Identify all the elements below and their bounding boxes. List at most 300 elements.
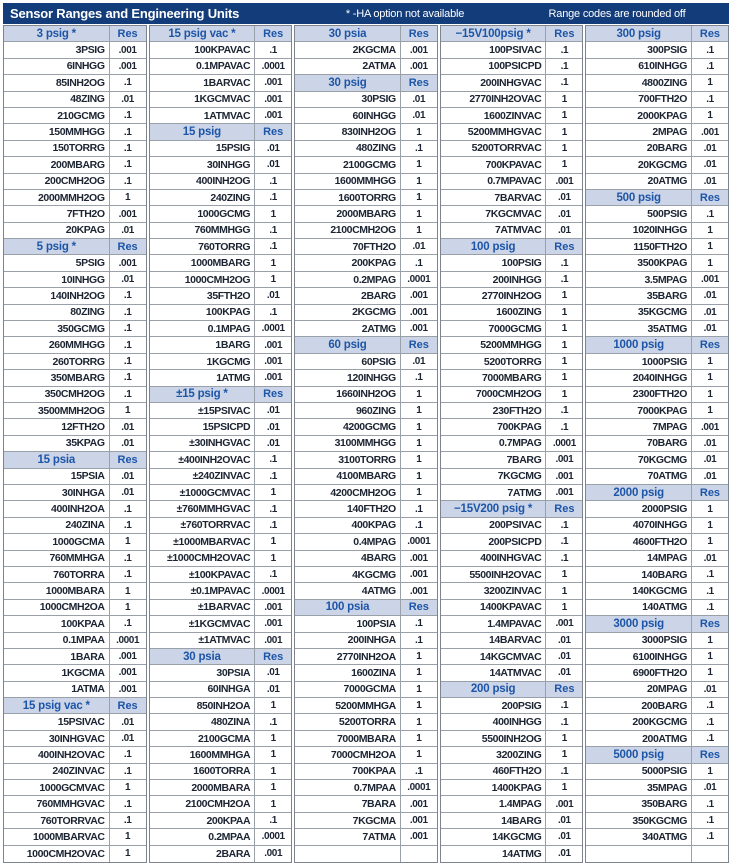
resolution-value: .001 (264, 618, 283, 630)
resolution-value: 1 (416, 208, 422, 220)
resolution-value: .1 (123, 142, 132, 154)
range-code: 0.1MPAA (4, 633, 110, 648)
table-row (586, 305, 728, 321)
section-title: 30 psig (295, 75, 401, 90)
table-row (4, 354, 146, 370)
resolution-value: .01 (703, 306, 717, 318)
range-code: ±1000GCMVAC (150, 485, 256, 500)
section-title: 100 psig (441, 239, 547, 254)
table-row (4, 157, 146, 173)
resolution-value: .1 (123, 618, 132, 630)
section-title: 3000 psig (586, 616, 692, 631)
res-column-header: Res (408, 27, 429, 40)
table-row (586, 551, 728, 567)
range-code: 5200MMHGA (295, 698, 401, 713)
resolution-value: .001 (409, 815, 428, 826)
resolution-value: 1 (561, 159, 567, 171)
table-row (295, 714, 437, 730)
range-code: 760TORRG (150, 239, 256, 254)
resolution-value: .1 (706, 585, 714, 597)
section-title: 100 psia (295, 600, 401, 615)
table-row (441, 436, 583, 452)
table-row (4, 141, 146, 157)
table-row (586, 436, 728, 452)
range-code: 4BARG (295, 551, 401, 566)
range-code: 85INH2OG (4, 75, 110, 90)
section-header-row (150, 124, 292, 140)
table-row (295, 813, 437, 829)
range-code: 1ATMG (150, 370, 256, 385)
section-title: ±15 psig * (150, 387, 256, 402)
resolution-value: .01 (121, 487, 134, 499)
table-row (586, 92, 728, 108)
range-code: 350CMH2OG (4, 387, 110, 402)
resolution-value: 1 (561, 601, 567, 613)
resolution-value: .01 (412, 241, 426, 253)
range-code: 2000PSIG (586, 501, 692, 516)
range-code: 500PSIG (586, 206, 692, 221)
resolution-value: 1 (707, 372, 713, 384)
resolution-value: 1 (707, 667, 713, 679)
range-code: 1KGCMG (150, 354, 256, 369)
table-row (586, 174, 728, 190)
resolution-value: .1 (123, 339, 132, 351)
resolution-value: .01 (412, 93, 426, 105)
table-row (4, 714, 146, 730)
range-code: 480ZING (295, 141, 401, 156)
table-row (295, 124, 437, 140)
resolution-value: .1 (560, 60, 569, 72)
range-code: 0.1MPAG (150, 321, 256, 336)
resolution-value: .1 (415, 634, 423, 646)
blank-row (586, 846, 728, 862)
range-code: 2KGCMG (295, 305, 401, 320)
range-code: 200BARG (586, 698, 692, 713)
resolution-value: 1 (125, 601, 131, 613)
table-row (586, 403, 728, 419)
resolution-value: .1 (123, 552, 132, 564)
range-code: 30INHGG (150, 157, 256, 172)
table-row (295, 223, 437, 239)
resolution-value: 1 (125, 585, 131, 597)
table-row (295, 616, 437, 632)
table-row (4, 370, 146, 386)
res-column-header: Res (699, 486, 721, 499)
table-row (586, 288, 728, 304)
resolution-value: .001 (409, 323, 428, 335)
resolution-value: .1 (706, 93, 714, 105)
table-row (586, 42, 728, 58)
res-column-header: Res (554, 503, 575, 516)
table-row (295, 370, 437, 386)
table-row (441, 272, 583, 288)
table-row (150, 75, 292, 91)
table-row (586, 124, 728, 140)
table-row (586, 206, 728, 222)
section-title: 15 psig vac * (4, 698, 110, 713)
range-code: 7000GCMA (295, 682, 401, 697)
resolution-value: 1 (270, 798, 276, 810)
table-row (150, 731, 292, 747)
range-code: 350GCMG (4, 321, 110, 336)
table-row (586, 223, 728, 239)
resolution-value: .1 (706, 716, 714, 728)
table-row (4, 288, 146, 304)
table-row (4, 272, 146, 288)
table-row (295, 272, 437, 288)
range-code: 1000MBARA (4, 583, 110, 598)
range-code: 48ZING (4, 92, 110, 107)
range-code: 30INHGVAC (4, 731, 110, 746)
resolution-value: 1 (416, 749, 422, 761)
table-row (150, 829, 292, 845)
resolution-value: .001 (409, 290, 428, 302)
range-code: 100KPAA (4, 616, 110, 631)
resolution-value: 1 (416, 667, 422, 679)
table-row (586, 682, 728, 698)
section-header-row (586, 485, 728, 501)
table-row (150, 255, 292, 271)
section-title: 500 psig (586, 190, 692, 205)
resolution-value: .001 (264, 356, 283, 368)
range-code: 1ATMA (4, 682, 110, 697)
resolution-value: .1 (560, 405, 569, 417)
resolution-value: .001 (409, 60, 428, 72)
range-code: 30INHGA (4, 485, 110, 500)
resolution-value: .1 (123, 77, 132, 89)
table-row (295, 452, 437, 468)
range-code: 2100CMH2OA (150, 796, 256, 811)
range-code: 200ATMG (586, 731, 692, 746)
table-row (441, 583, 583, 599)
range-code: 100PSICPD (441, 59, 547, 74)
range-code: 400INH2OA (4, 501, 110, 516)
table-row (4, 649, 146, 665)
resolution-value: .0001 (552, 437, 576, 449)
range-code: 4200CMH2OG (295, 485, 401, 500)
resolution-value: .1 (269, 306, 277, 318)
resolution-value: .001 (555, 798, 574, 810)
table-row (4, 583, 146, 599)
resolution-value: 1 (707, 519, 713, 531)
table-row (586, 387, 728, 403)
res-column-header: Res (699, 27, 721, 40)
table-row (441, 829, 583, 845)
resolution-value: .01 (412, 356, 426, 368)
table-row (295, 682, 437, 698)
resolution-value: .01 (558, 192, 571, 204)
resolution-value: 1 (561, 306, 567, 318)
table-row (150, 583, 292, 599)
table-row (441, 370, 583, 386)
range-code: 4600FTH2O (586, 534, 692, 549)
resolution-value: .01 (703, 782, 717, 794)
table-row (4, 190, 146, 206)
section-title: 2000 psig (586, 485, 692, 500)
table-row (4, 223, 146, 239)
resolution-value: 1 (416, 454, 422, 466)
table-row (4, 665, 146, 681)
rounding-note: Range codes are rounded off (548, 7, 686, 20)
table-row (150, 190, 292, 206)
range-code: 0.2MPAA (150, 829, 256, 844)
resolution-value: 1 (561, 733, 567, 745)
range-code: 700KPAVAC (441, 157, 547, 172)
range-code: 200KGCMG (586, 714, 692, 729)
resolution-value: 1 (416, 470, 422, 482)
resolution-value: .1 (415, 503, 423, 515)
range-code: 210GCMG (4, 108, 110, 123)
range-code: 1600MMHGG (295, 174, 401, 189)
resolution-value: .001 (701, 274, 719, 286)
section-header-row (150, 26, 292, 42)
range-code: 5PSIG (4, 255, 110, 270)
table-row (4, 108, 146, 124)
res-column-header: Res (263, 27, 284, 40)
res-column-header: Res (408, 76, 429, 89)
range-code: 30PSIG (295, 92, 401, 107)
range-code: 100PSIA (295, 616, 401, 631)
column-group-1 (3, 25, 147, 863)
table-row (441, 174, 583, 190)
table-row (586, 567, 728, 583)
resolution-value: 1 (707, 257, 713, 269)
range-code: 20BARG (586, 141, 692, 156)
resolution-value: .001 (264, 93, 283, 105)
resolution-value: .1 (560, 77, 569, 89)
resolution-value: .001 (409, 831, 428, 843)
blank-cell (692, 846, 728, 862)
table-row (586, 780, 728, 796)
resolution-value: .1 (123, 306, 132, 318)
table-row (441, 255, 583, 271)
resolution-value: .1 (560, 552, 569, 564)
table-row (4, 534, 146, 550)
table-row (4, 75, 146, 91)
range-code: 2100GCMG (295, 157, 401, 172)
resolution-value: .001 (555, 618, 574, 630)
range-code: 35FTH2O (150, 288, 256, 303)
range-code: ±1KGCMVAC (150, 616, 256, 631)
table-row (4, 633, 146, 649)
range-code: 6900FTH2O (586, 665, 692, 680)
range-code: 2BARG (295, 288, 401, 303)
resolution-value: .0001 (261, 585, 285, 597)
range-code: 480ZINA (150, 714, 256, 729)
resolution-value: .1 (269, 454, 277, 466)
table-row (441, 321, 583, 337)
range-code: 7000MBARG (441, 370, 547, 385)
table-row (150, 59, 292, 75)
page-title: Sensor Ranges and Engineering Units (10, 6, 240, 21)
table-row (4, 59, 146, 75)
resolution-value: .1 (123, 765, 132, 777)
table-row (150, 419, 292, 435)
table-row (441, 600, 583, 616)
range-code: 2ATMA (295, 59, 401, 74)
table-row (441, 731, 583, 747)
resolution-value: .1 (706, 569, 714, 581)
range-code: 2000KPAG (586, 108, 692, 123)
table-row (295, 649, 437, 665)
resolution-value: .01 (703, 683, 717, 695)
resolution-value: 1 (125, 405, 131, 417)
resolution-value: 1 (416, 405, 422, 417)
table-row (150, 436, 292, 452)
table-row (586, 714, 728, 730)
range-code: 1000MBARVAC (4, 829, 110, 844)
range-code: 35ATMG (586, 321, 692, 336)
resolution-value: .1 (706, 815, 714, 826)
section-header-row (441, 501, 583, 517)
range-code: 80ZING (4, 305, 110, 320)
section-header-row (150, 649, 292, 665)
range-code: 100KPAVAC (150, 42, 256, 57)
section-header-row (586, 747, 728, 763)
range-code: 0.7MPAA (295, 780, 401, 795)
resolution-value: 1 (707, 224, 713, 236)
range-code: 340ATMG (586, 829, 692, 844)
table-row (4, 518, 146, 534)
table-row (295, 796, 437, 812)
table-row (4, 419, 146, 435)
range-code: 7KGCMA (295, 813, 401, 828)
table-row (295, 583, 437, 599)
section-header-row (295, 75, 437, 91)
resolution-value: .1 (560, 257, 569, 269)
resolution-value: 1 (270, 274, 276, 286)
resolution-value: 1 (270, 208, 276, 220)
resolution-value: .1 (269, 175, 277, 187)
table-row (441, 665, 583, 681)
range-code: 0.7MPAVAC (441, 174, 547, 189)
resolution-value: .1 (269, 716, 277, 728)
resolution-value: .001 (118, 208, 137, 220)
resolution-value: .1 (269, 192, 277, 204)
res-column-header: Res (117, 699, 138, 712)
table-row (441, 92, 583, 108)
table-row (586, 764, 728, 780)
resolution-value: .001 (118, 651, 137, 663)
table-row (441, 223, 583, 239)
range-code: 2770INH2OA (295, 649, 401, 664)
range-code: 3PSIG (4, 42, 110, 57)
range-code: 5200MMHGVAC (441, 124, 547, 139)
range-code: 200PSIG (441, 698, 547, 713)
resolution-value: .001 (118, 683, 137, 695)
resolution-value: 1 (561, 372, 567, 384)
range-code: 3100TORRG (295, 452, 401, 467)
range-code: 3500MMH2OG (4, 403, 110, 418)
range-code: ±1ATMVAC (150, 633, 256, 648)
section-title: 15 psig (150, 124, 256, 139)
table-row (150, 518, 292, 534)
table-row (150, 551, 292, 567)
resolution-value: 1 (125, 536, 131, 548)
table-row (586, 272, 728, 288)
range-code: 200MBARG (4, 157, 110, 172)
table-row (441, 649, 583, 665)
resolution-value: .1 (706, 208, 714, 220)
column-group-5 (585, 25, 729, 863)
res-column-header: Res (554, 27, 575, 40)
table-row (295, 419, 437, 435)
range-code: 700KPAA (295, 764, 401, 779)
table-row (4, 780, 146, 796)
table-row (150, 633, 292, 649)
table-row (150, 534, 292, 550)
table-row (4, 206, 146, 222)
resolution-value: .01 (121, 716, 134, 728)
section-title: 1000 psig (586, 337, 692, 352)
resolution-value: .1 (269, 815, 277, 826)
range-code: 7BARG (441, 452, 547, 467)
table-row (295, 764, 437, 780)
range-code: 1000MBARG (150, 255, 256, 270)
range-code: 4100MBARG (295, 469, 401, 484)
section-header-row (295, 600, 437, 616)
table-row (441, 518, 583, 534)
resolution-value: .1 (123, 569, 132, 581)
range-code: ±240ZINVAC (150, 469, 256, 484)
resolution-value: .01 (703, 437, 717, 449)
range-code: 7BARA (295, 796, 401, 811)
range-code: 3200ZING (441, 747, 547, 762)
table-row (150, 813, 292, 829)
table-row (295, 255, 437, 271)
range-code: 200INHGG (441, 272, 547, 287)
resolution-value: .1 (123, 323, 132, 335)
range-code: 200KPAG (295, 255, 401, 270)
table-row (586, 633, 728, 649)
range-code: 200INHGA (295, 633, 401, 648)
table-row (295, 436, 437, 452)
range-code: 1600MMHGA (150, 747, 256, 762)
range-code: 20KPAG (4, 223, 110, 238)
range-code: 7ATMA (295, 829, 401, 844)
resolution-value: 1 (416, 224, 422, 236)
blank-cell (401, 846, 437, 862)
range-code: 760TORRVAC (4, 813, 110, 828)
table-row (441, 337, 583, 353)
resolution-value: .01 (703, 552, 717, 564)
resolution-value: 1 (270, 749, 276, 761)
range-code: ±760MMHGVAC (150, 501, 256, 516)
resolution-value: 1 (125, 848, 131, 860)
table-row (441, 354, 583, 370)
blank-cell (586, 846, 692, 862)
res-column-header: Res (554, 683, 575, 696)
table-row (441, 42, 583, 58)
resolution-value: .1 (123, 749, 132, 761)
resolution-value: .1 (415, 142, 423, 154)
resolution-value: .1 (706, 44, 714, 56)
table-row (150, 403, 292, 419)
table-row (441, 714, 583, 730)
range-code: 760MMHGVAC (4, 796, 110, 811)
section-header-row (150, 387, 292, 403)
resolution-value: .01 (703, 323, 717, 335)
table-row (150, 288, 292, 304)
resolution-value: .1 (123, 519, 132, 531)
table-row (295, 469, 437, 485)
table-row (586, 698, 728, 714)
resolution-value: .1 (269, 569, 277, 581)
table-row (150, 239, 292, 255)
range-code: 1400KPAG (441, 780, 547, 795)
resolution-value: .001 (264, 77, 283, 89)
table-row (4, 829, 146, 845)
